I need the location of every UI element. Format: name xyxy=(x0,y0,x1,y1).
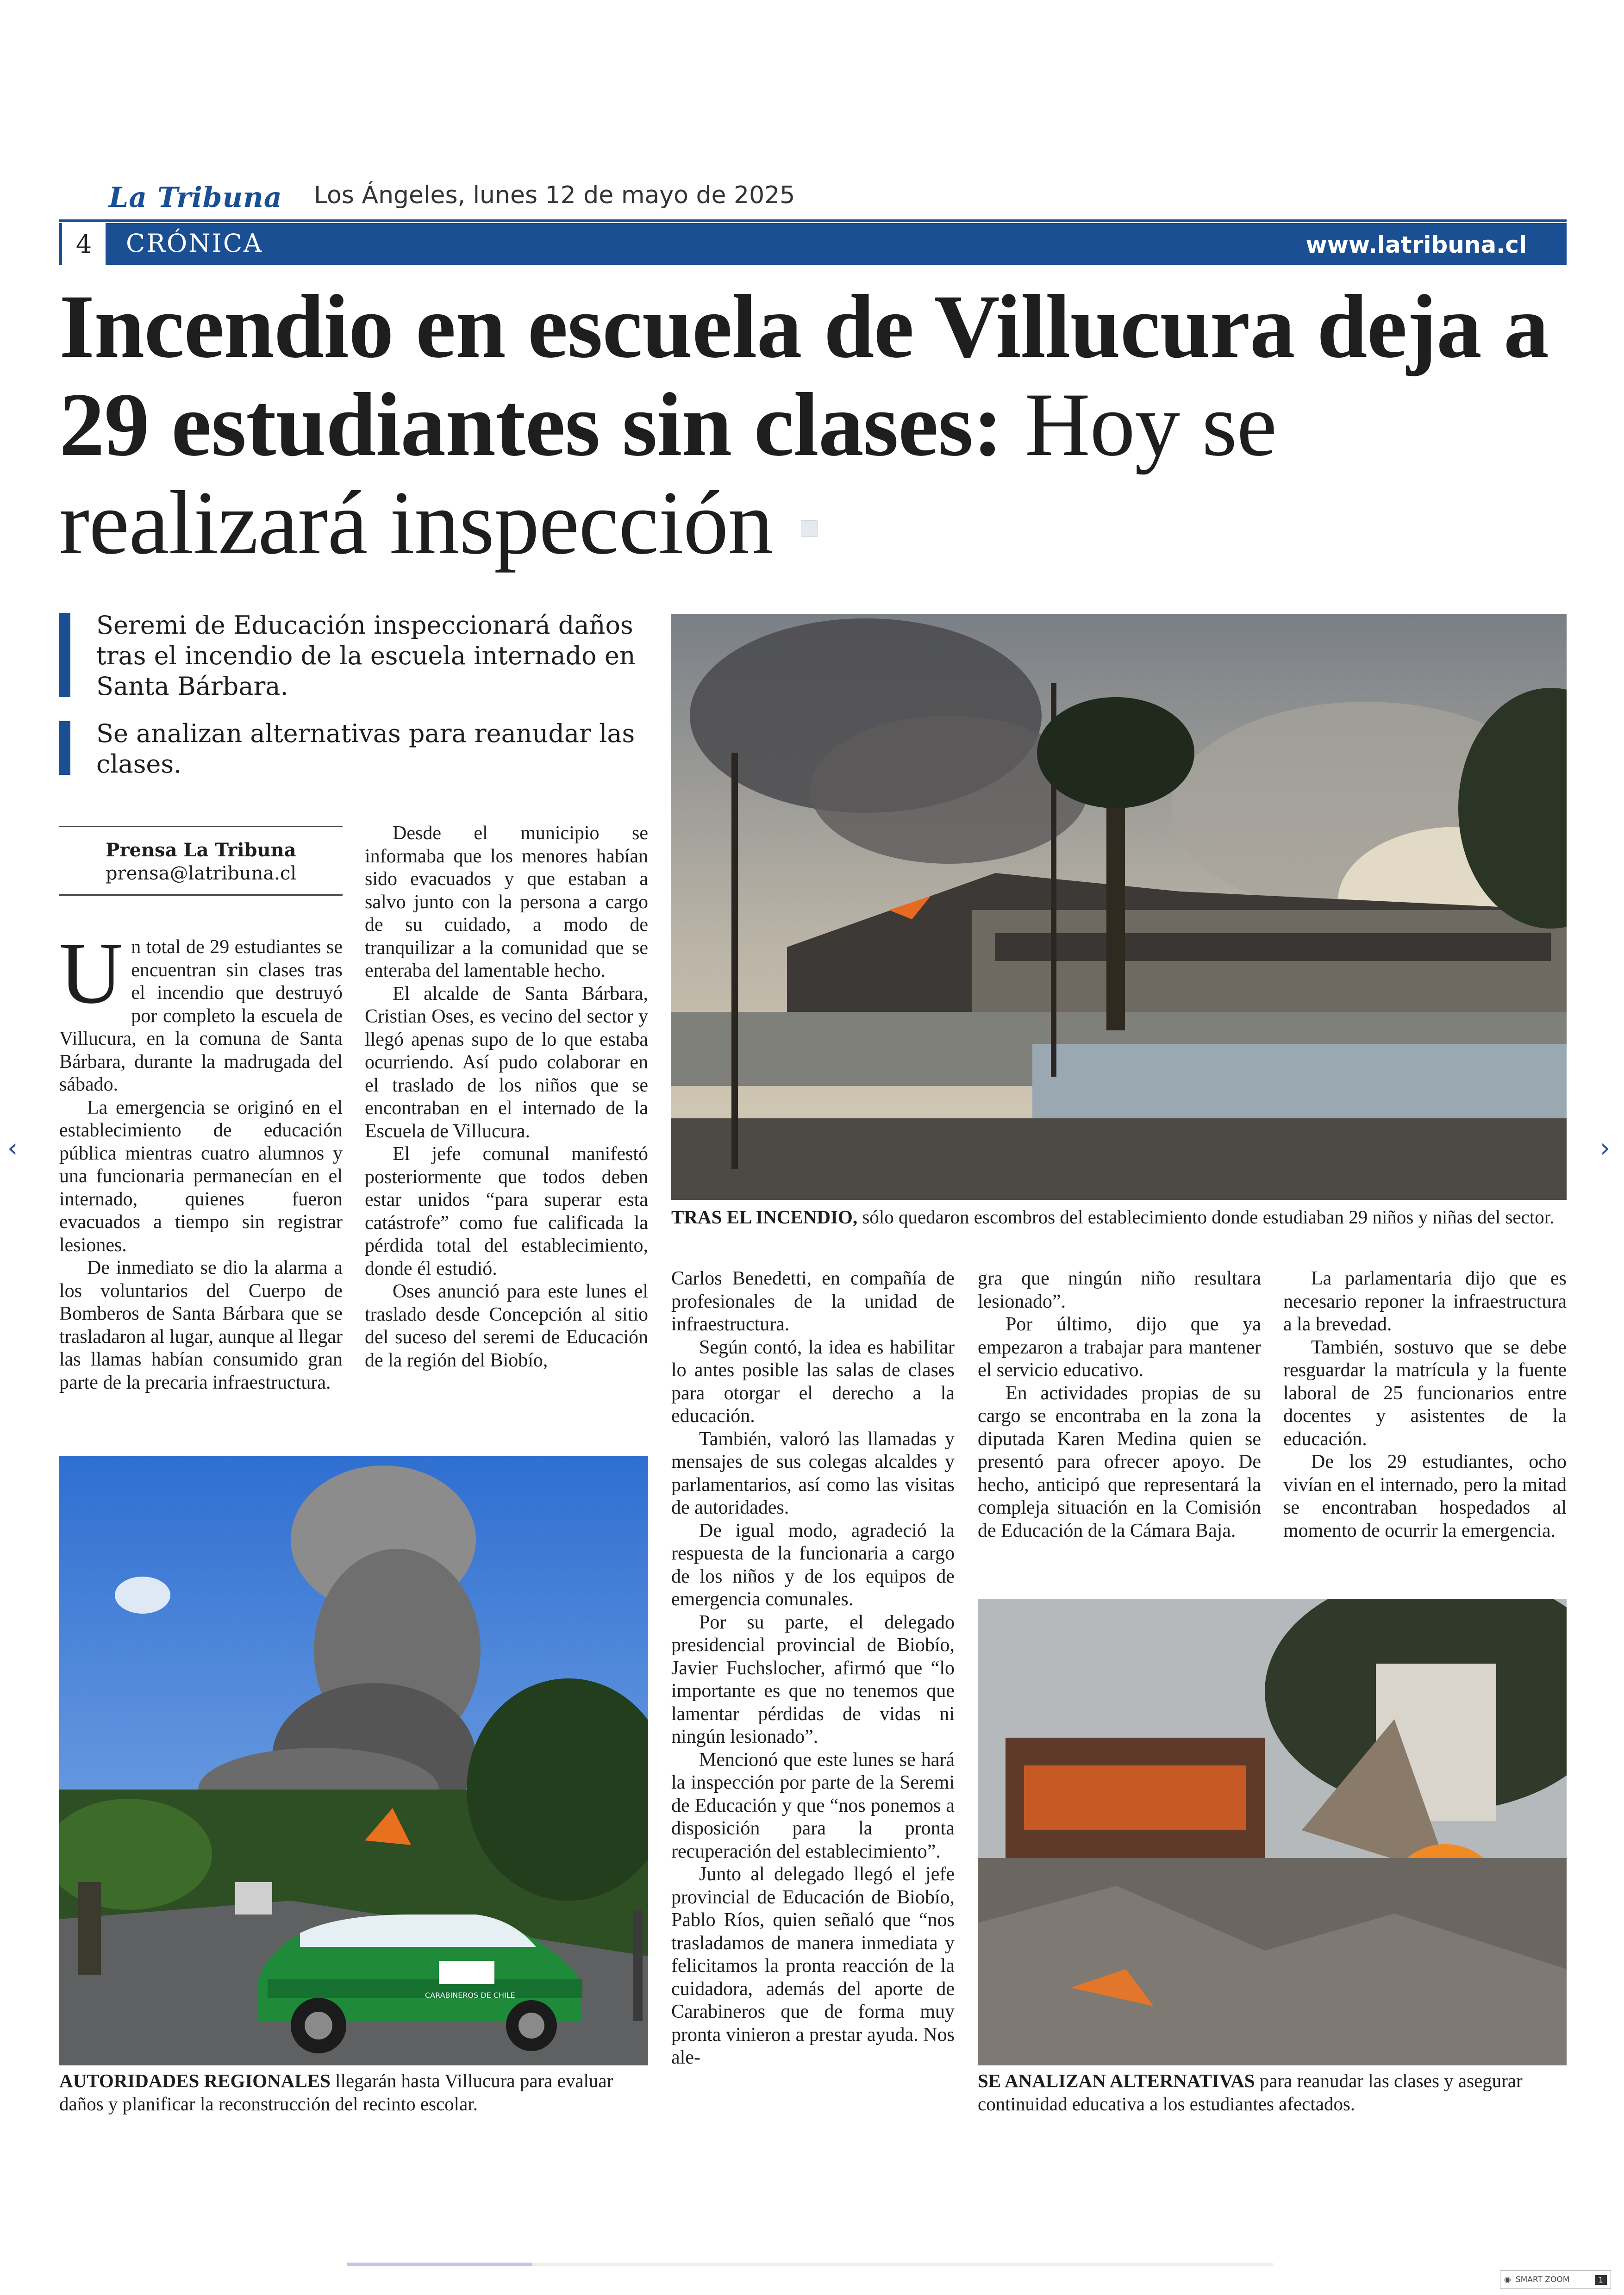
section-label: CRÓNICA xyxy=(126,229,263,258)
paragraph: gra que ningún niño resultara lesionado”. xyxy=(978,1268,1261,1312)
paragraph: Junto al delegado llegó el jefe provincial de Educación de Biobío, Pablo Ríos, quien señaló que “nos trasladamos de manera inmediata y felicitamos la pronta reacción de la cuidadora, además del aporte de Carabineros que de forma muy pronta vinieron a prestar ayuda. Nos ale- xyxy=(671,1864,955,2068)
paragraph: La emergencia se originó en el establecimiento de educación pública mientras cuatro alumnos y una funcionaria permanecían en el internado, quienes fueron evacuados a tiempo sin registrar lesiones. xyxy=(59,1097,343,1256)
dateline: Los Ángeles, lunes 12 de mayo de 2025 xyxy=(314,181,795,209)
police-car-label: CARABINEROS DE CHILE xyxy=(425,1991,515,2000)
headline-light: Hoy se realizará inspección xyxy=(59,374,1277,573)
bullet-1 xyxy=(59,610,661,702)
photo-ruins[interactable] xyxy=(978,1599,1567,2065)
paragraph: El jefe comunal manifestó posteriormente que todos deben estar unidos “para superar esta catástrofe” como fue calificada la pérdida total del establecimiento, donde él estudió. xyxy=(365,1143,648,1279)
bullet-2 xyxy=(59,718,661,780)
zoom-page-number: 1 xyxy=(1595,2275,1607,2285)
website-link[interactable]: www.latribuna.cl xyxy=(1305,231,1527,258)
caption-text: sólo quedaron escombros del establecimiento donde estudiaban 29 niños y niñas del sector. xyxy=(857,1206,1555,1228)
paragraph: El alcalde de Santa Bárbara, Cristian Oses, es vecino del sector y llegó apenas supo de lo que estaba ocurriendo. Así pudo colaborar en el traslado de los niños que se encontraban en el internado de la Escuela de Villucura. xyxy=(365,983,648,1142)
paragraph: Según contó, la idea es habilitar lo antes posible las salas de clases para otorgar el derecho a la educación. xyxy=(671,1336,955,1427)
paragraph: Mencionó que este lunes se hará la inspección por parte de la Seremi de Educación y que “nos ponemos a disposición para la pronta recuperación del establecimiento”. xyxy=(671,1749,955,1862)
paragraph: Carlos Benedetti, en compañía de profesionales de la unidad de infraestructura. xyxy=(671,1268,955,1335)
paragraph: Un total de 29 estudiantes se encuentran sin clases tras el incendio que destruyó por completo la escuela de Villucura, en la comuna de Santa Bárbara, durante la madrugada del sábado. xyxy=(59,925,343,1095)
smart-zoom-button[interactable] xyxy=(1500,2270,1611,2289)
paragraph: Desde el municipio se informaba que los menores habían sido evacuados y que estaban a salvo junto con la persona a cargo de su cuidado, a modo de tranquilizar a la comunidad que se enteraba del lamentable hecho. xyxy=(365,823,648,981)
byline-rule-top xyxy=(59,826,343,827)
note-icon[interactable] xyxy=(801,520,818,537)
paragraph: En actividades propias de su cargo se encontraba en la zona la diputada Karen Medina quien se presentó para ofrecer apoyo. De hecho, anticipó que representará la compleja situación en la Comisión de Educación de la Cámara Baja. xyxy=(978,1382,1261,1541)
caption-right xyxy=(978,2069,1580,2115)
caption-lead: AUTORIDADES REGIONALES xyxy=(59,2070,331,2091)
eye-icon: ◉ xyxy=(1504,2275,1511,2284)
article-column-1 xyxy=(59,925,343,1394)
caption-main xyxy=(671,1205,1567,1229)
paragraph: De los 29 estudiantes, ocho vivían en el internado, pero la mitad se encontraban hospedados al momento de ocurrir la emergencia. xyxy=(1283,1451,1567,1541)
caption-text: llegarán hasta Villucura para evaluar daños y planificar la reconstrucción del recinto escolar. xyxy=(59,2070,613,2114)
caption-left xyxy=(59,2069,661,2115)
photo-illustration xyxy=(978,1599,1567,2065)
headline-bold: Incendio en escuela de Villucura deja a 29 estudiantes sin clases: xyxy=(59,276,1549,475)
dropcap: U xyxy=(59,925,123,1022)
byline-email[interactable]: prensa@latribuna.cl xyxy=(105,863,297,884)
bullet-bar xyxy=(59,721,70,775)
bullet-text: Se analizan alternativas para reanudar las clases. xyxy=(96,719,635,779)
article-column-4 xyxy=(978,1267,1261,1542)
page-scrollbar-thumb[interactable] xyxy=(347,2263,532,2266)
caption-lead: TRAS EL INCENDIO, xyxy=(671,1206,858,1228)
newspaper-logo: La Tribuna xyxy=(109,181,282,214)
article-column-2 xyxy=(365,822,648,1372)
caption-lead: SE ANALIZAN ALTERNATIVAS xyxy=(978,2070,1255,2091)
photo-burning-school[interactable] xyxy=(671,614,1567,1200)
article-column-5 xyxy=(1283,1267,1567,1542)
article-column-3 xyxy=(671,1267,955,2070)
paragraph: Oses anunció para este lunes el traslado desde Concepción al sitio del suceso del seremi de Educación de la región del Biobío, xyxy=(365,1281,648,1371)
byline-name: Prensa La Tribuna xyxy=(106,839,296,861)
paragraph: De igual modo, agradeció la respuesta de la funcionaria a cargo de los niños y de los equipos de emergencia comunales. xyxy=(671,1520,955,1610)
prev-page-icon[interactable]: ‹ xyxy=(7,1133,18,1163)
photo-illustration xyxy=(671,614,1567,1200)
photo-illustration xyxy=(59,1456,648,2065)
paragraph: Por su parte, el delegado presidencial provincial de Biobío, Javier Fuchslocher, afirmó que “lo importante es que no tenemos que lamentar pérdidas de vidas ni ningún lesionado”. xyxy=(671,1611,955,1747)
next-page-icon[interactable]: › xyxy=(1600,1133,1611,1163)
paragraph: La parlamentaria dijo que es necesario reponer la infraestructura a la brevedad. xyxy=(1283,1268,1567,1335)
paragraph: Por último, dijo que ya empezaron a trabajar para mantener el servicio educativo. xyxy=(978,1314,1261,1381)
smart-zoom-label: SMART ZOOM xyxy=(1515,2275,1570,2284)
photo-police-car[interactable] xyxy=(59,1456,648,2065)
headline xyxy=(59,278,1568,572)
bullet-text: Seremi de Educación inspeccionará daños tras el incendio de la escuela internado en Santa Bárbara. xyxy=(96,611,636,701)
bullet-bar xyxy=(59,613,70,697)
caption-text: para reanudar las clases y asegurar continuidad educativa a los estudiantes afectados. xyxy=(978,2070,1523,2114)
page-number: 4 xyxy=(59,223,106,265)
paragraph: También, sostuvo que se debe resguardar la matrícula y la fuente laboral de 25 funcionarios entre docentes y asistentes de la educación. xyxy=(1283,1336,1567,1450)
masthead-rule xyxy=(59,219,1567,222)
paragraph: De inmediato se dio la alarma a los voluntarios del Cuerpo de Bomberos de Santa Bárbara que se trasladaron al lugar, aunque al llegar las llamas habían consumido gran parte de la precaria infraestructura. xyxy=(59,1257,343,1393)
paragraph: También, valoró las llamadas y mensajes de sus colegas alcaldes y parlamentarios, así como las visitas de autoridades. xyxy=(671,1428,955,1518)
byline xyxy=(59,839,343,885)
byline-rule-bottom xyxy=(59,894,343,896)
